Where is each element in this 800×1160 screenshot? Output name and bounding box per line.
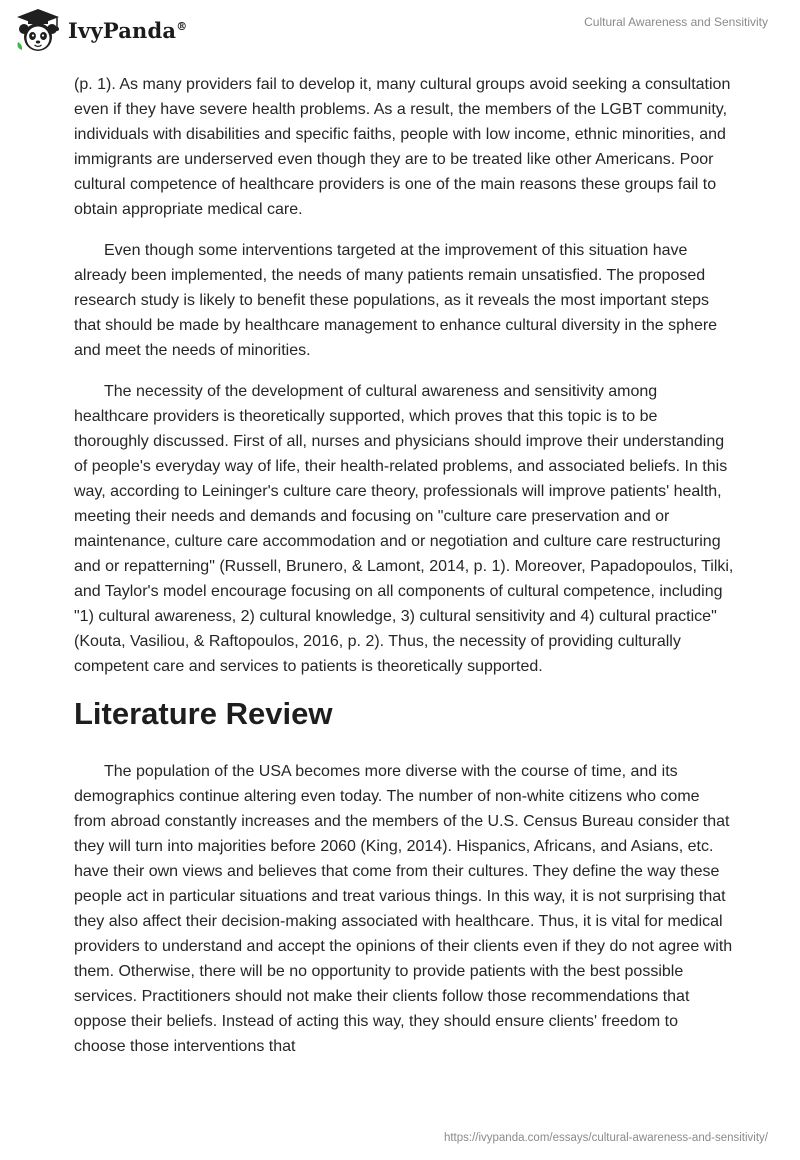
logo-wordmark: IvyPanda® — [68, 17, 188, 43]
paragraph-4: The population of the USA becomes more diverse with the course of time, and its demographics continue altering even today. The number of non-white citizens who come from abroad constantly increases and the members of the U.S. Census Bureau consider that they will turn into majorities before 2060 (King, 2014). Hispanics, Africans, and Asians, etc. have their own views and believes that come from their cultures. They define the way these people act in particular situations and treat various things. In this way, it is not surprising that they also affect their decision-making associated with healthcare. Thus, it is vital for medical providers to understand and accept the opinions of their clients even if they do not agree with them. Otherwise, there will be no opportunity to provide patients with the best possible services. Practitioners should not make their clients follow those recommendations that oppose their beliefs. Instead of acting this way, they should ensure clients' freedom to choose those interventions that — [74, 763, 733, 1055]
paragraph-1: (p. 1). As many providers fail to develop it, many cultural groups avoid seeking a consultation even if they have severe health problems. As a result, the members of the LGBT community, individuals with disabilities and specific faiths, people with low income, ethnic minorities, and immigrants are underserved even though they are to be treated like other Americans. Poor cultural competence of healthcare providers is one of the main reasons these groups fail to obtain appropriate medical care. — [74, 76, 731, 218]
section-heading: Literature Review — [74, 696, 333, 731]
essay-body — [74, 72, 734, 1075]
page-header — [0, 0, 800, 60]
paragraph-3: The necessity of the development of cultural awareness and sensitivity among healthcare providers is theoretically supported, which proves that this topic is to be thoroughly discussed. First of all, nurses and physicians should improve their understanding of people's everyday way of life, their health-related problems, and associated beliefs. In this way, according to Leininger's culture care theory, professionals will improve patients' health, meeting their needs and demands and focusing on "culture care preservation and or maintenance, culture care accommodation and or negotiation and culture care restructuring and or repatterning" (Russell, Brunero, & Lamont, 2014, p. 1). Moreover, Papadopoulos, Tilki, and Taylor's model encourage focusing on all components of cultural competence, including "1) cultural awareness, 2) cultural knowledge, 3) cultural sensitivity and 4) cultural practice" (Kouta, Vasiliou, & Raftopoulos, 2016, p. 2). Thus, the necessity of providing culturally competent care and services to patients is theoretically supported. — [74, 383, 734, 675]
panda-graduate-icon — [14, 8, 62, 52]
document-title: Cultural Awareness and Sensitivity — [584, 15, 768, 29]
paragraph-2: Even though some interventions targeted at the improvement of this situation have already been implemented, the needs of many patients remain unsatisfied. The proposed research study is likely to benefit these populations, as it reveals the most important steps that should be made by healthcare management to enhance cultural diversity in the sphere and meet the needs of minorities. — [74, 242, 718, 359]
site-logo[interactable] — [14, 8, 187, 52]
source-url[interactable]: https://ivypanda.com/essays/cultural-awareness-and-sensitivity/ — [443, 1132, 768, 1144]
